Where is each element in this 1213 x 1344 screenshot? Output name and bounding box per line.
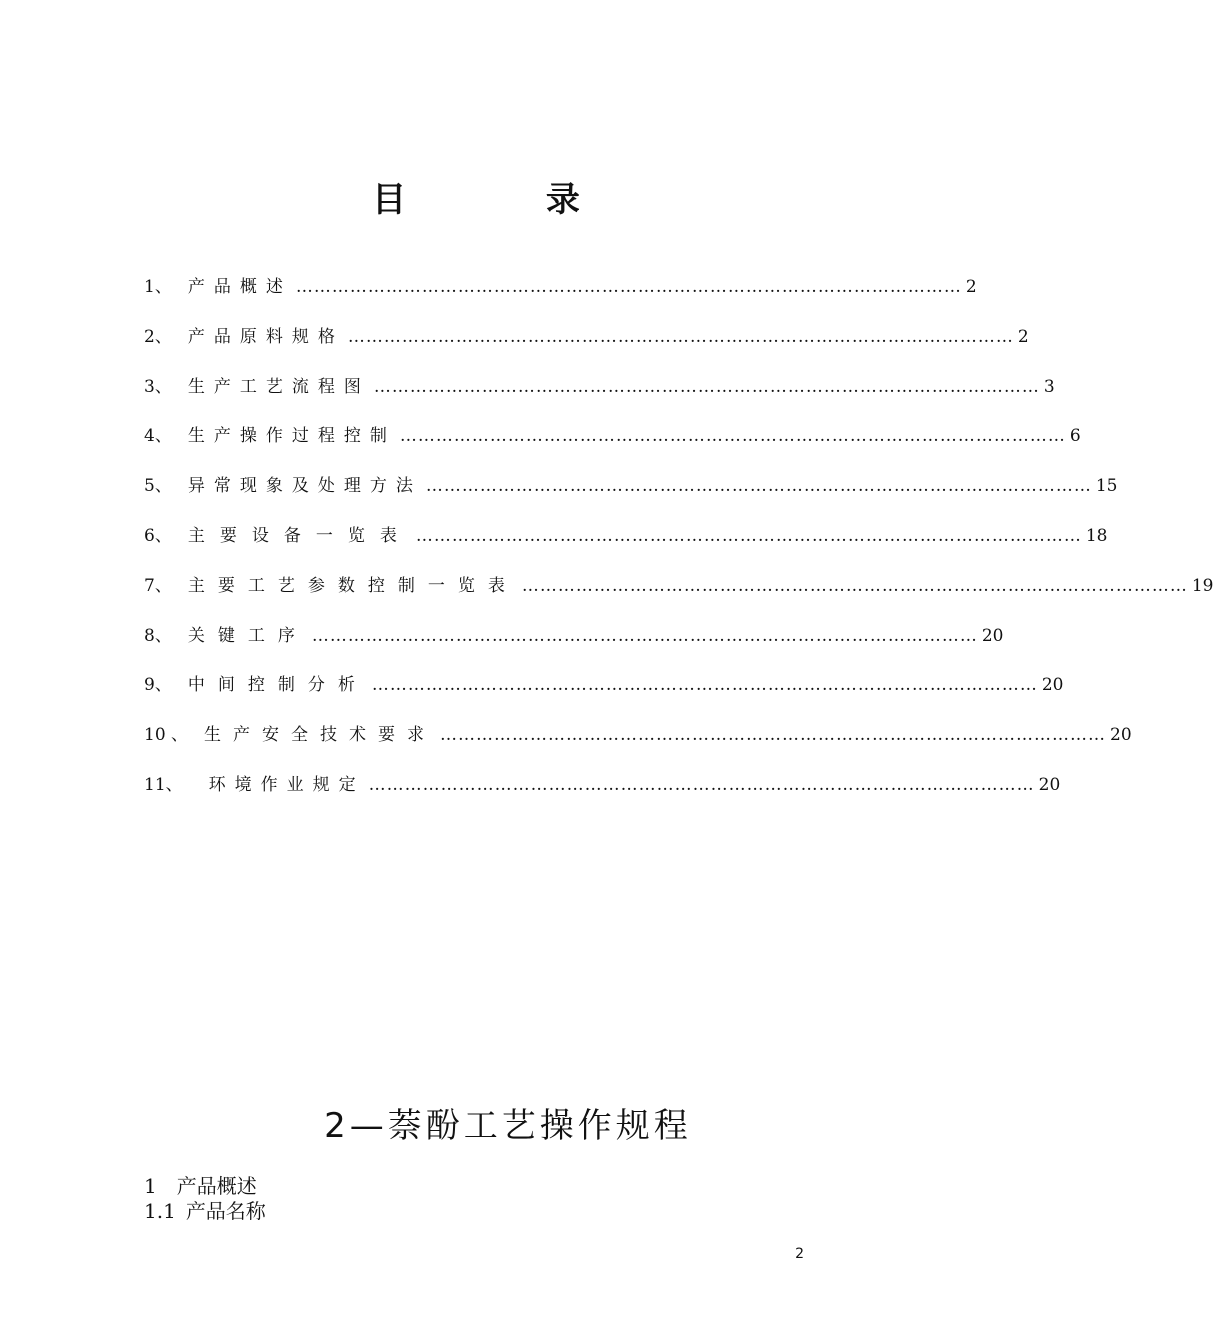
toc-entry-number: 6、 [144, 525, 172, 546]
toc-entry-number: 10 、 [144, 725, 189, 746]
toc-entry-page: 2 [965, 277, 977, 297]
toc-entry-label: 生产操作过程控制 [187, 426, 396, 447]
table-of-contents [144, 272, 1213, 820]
toc-leader-dots: ………………………………………………………………………………………………… [415, 525, 1082, 546]
toc-leader-dots: ………………………………………………………………………………………………… [295, 277, 962, 297]
toc-entry-page: 3 [1043, 376, 1055, 397]
toc-entry-number: 8、 [144, 625, 172, 646]
toc-entry-label: 主要工艺参数控制一览表 [187, 575, 518, 596]
toc-entry-number: 4、 [144, 426, 172, 447]
toc-entry-label: 中间控制分析 [187, 675, 368, 696]
subsection-number: 1.1 [144, 1199, 176, 1223]
toc-entry[interactable] [144, 471, 1118, 521]
section-title: 产品概述 [176, 1174, 257, 1198]
toc-entry[interactable] [144, 571, 1213, 621]
toc-entry-label: 关键工序 [187, 625, 308, 646]
section-number: 1 [144, 1174, 157, 1198]
toc-leader-dots: ………………………………………………………………………………………………… [521, 575, 1188, 596]
toc-entry[interactable] [144, 322, 1029, 372]
toc-leader-dots: ………………………………………………………………………………………………… [399, 426, 1066, 447]
toc-entry-page: 20 [1110, 725, 1132, 746]
toc-leader-dots: ………………………………………………………………………………………………… [373, 376, 1040, 397]
subsection-title: 产品名称 [185, 1199, 266, 1223]
toc-entry-page: 18 [1085, 525, 1108, 546]
toc-entry-page: 15 [1095, 476, 1118, 497]
toc-entry[interactable] [144, 770, 1061, 820]
toc-entry[interactable] [144, 421, 1081, 471]
toc-entry[interactable] [144, 720, 1132, 770]
toc-entry-number: 9、 [144, 675, 172, 696]
toc-entry-page: 2 [1017, 326, 1029, 347]
toc-entry-page: 20 [1038, 774, 1061, 795]
toc-entry-label: 环境作业规定 [208, 774, 365, 795]
toc-leader-dots: ………………………………………………………………………………………………… [371, 675, 1038, 696]
toc-leader-dots: ………………………………………………………………………………………………… [368, 774, 1035, 795]
toc-entry-label: 主要设备一览表 [187, 525, 412, 546]
page-number: 2 [795, 1246, 804, 1262]
toc-entry[interactable] [144, 272, 977, 322]
toc-entry-label: 异常现象及处理方法 [187, 476, 422, 497]
toc-title: 目 录 [372, 180, 644, 220]
toc-leader-dots: ………………………………………………………………………………………………… [440, 725, 1107, 746]
toc-entry-number: 1、 [144, 277, 172, 297]
toc-leader-dots: ………………………………………………………………………………………………… [311, 625, 978, 646]
toc-entry[interactable] [144, 372, 1055, 422]
toc-entry-page: 19 [1191, 575, 1213, 596]
document-title: 2—萘酚工艺操作规程 [324, 1106, 692, 1146]
toc-entry-label: 产品概述 [187, 277, 292, 297]
toc-entry-page: 20 [1041, 675, 1064, 696]
toc-entry-label: 生产安全技术要求 [204, 725, 437, 746]
subsection-heading [144, 1195, 266, 1224]
toc-entry-number: 3、 [144, 376, 172, 397]
toc-leader-dots: ………………………………………………………………………………………………… [425, 476, 1092, 497]
toc-entry-number: 7、 [144, 575, 172, 596]
toc-entry-number: 11、 [144, 774, 183, 795]
toc-entry-number: 2、 [144, 326, 172, 347]
toc-entry[interactable] [144, 670, 1064, 720]
toc-leader-dots: ………………………………………………………………………………………………… [347, 326, 1014, 347]
toc-entry[interactable] [144, 621, 1004, 671]
toc-entry-label: 产品原料规格 [187, 326, 344, 347]
toc-entry-number: 5、 [144, 476, 172, 497]
toc-entry-page: 20 [981, 625, 1004, 646]
toc-entry-label: 生产工艺流程图 [187, 376, 370, 397]
toc-entry-page: 6 [1069, 426, 1081, 447]
toc-entry[interactable] [144, 521, 1108, 571]
